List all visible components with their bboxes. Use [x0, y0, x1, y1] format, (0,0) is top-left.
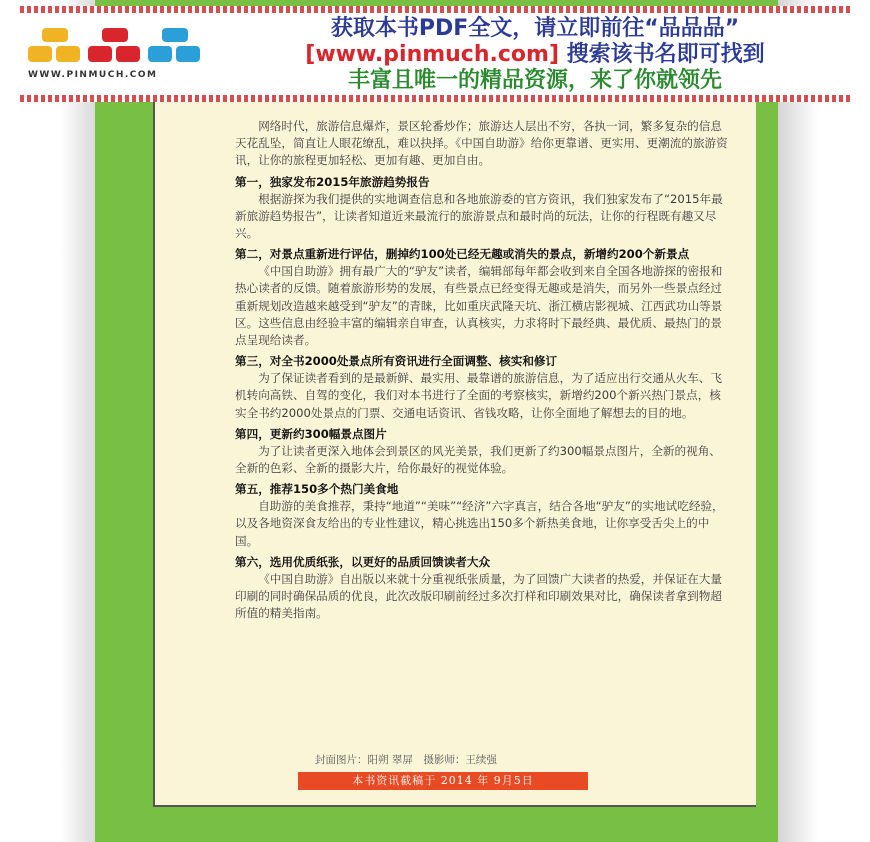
promo-line-1: 获取本书PDF全文，请立即前往“品品品”	[330, 16, 740, 41]
intro-paragraph: 网络时代，旅游信息爆炸，景区轮番炒作；旅游达人层出不穷，各执一词，繁多复杂的信息天花乱坠，简直让人眼花缭乱，难以抉择。《中国自助游》给你更靠谱、更实用、更潮流的旅游资讯，让你的旅程更加轻松、更加有趣、更加自由。	[235, 119, 728, 168]
page-content	[235, 118, 730, 622]
section-heading: 第五，推荐150多个热门美食地	[235, 482, 399, 497]
book-shadow-left	[60, 0, 96, 842]
section-body: 《中国自助游》拥有最广大的“驴友”读者，编辑部每年都会收到来自全国各地游探的密报和热心读者的反馈。随着旅游形势的发展，有些景点已经变得无趣或是消失，而另外一些景点经过重新规划改造越来越受到“驴友”的青睐，比如重庆武隆天坑、浙江横店影视城、江西武功山等景区。这些信息由经验丰富的编辑亲自审查，认真核实，力求将时下最经典、最优质、最热门的景点呈现给读者。	[235, 264, 723, 348]
cover-photo-credit: 封面图片：阳朔 翠屏 摄影师：王续强	[315, 754, 497, 766]
promo-line-2-rest: 搜索该书名即可找到	[559, 42, 765, 67]
promo-text	[225, 16, 845, 94]
logo-pin-glyph-red	[88, 28, 142, 64]
logo-pin-glyph-yellow	[28, 28, 82, 64]
logo-pin-glyph-blue	[148, 28, 202, 64]
promo-line-2	[225, 42, 845, 68]
logo-glyphs	[28, 28, 218, 64]
section-heading: 第一，独家发布2015年旅游趋势报告	[235, 174, 430, 189]
section-body: 《中国自助游》自出版以来就十分重视纸张质量，为了回馈广大读者的热爱，并保证在大量印刷的同时确保品质的优良，此次改版印刷前经过多次打样和印刷效果对比，确保读者拿到物超所值的精美指南。	[235, 571, 722, 621]
pinmuch-logo[interactable]	[28, 28, 218, 90]
logo-url-text: WWW.PINMUCH.COM	[28, 70, 158, 80]
section-heading: 第二，对景点重新进行评估，删掉约100处已经无趣或消失的景点，新增约200个新景点	[235, 247, 690, 262]
promo-line-3: 丰富且唯一的精品资源，来了你就领先	[347, 68, 722, 93]
section-body: 为了保证读者看到的是最新鲜、最实用、最靠谱的旅游信息，为了适应出行交通从火车、飞机转向高铁、自驾的变化，我们对本书进行了全面的考察核实，新增约200个新兴热门景点，核实全书约2000处景点的门票、交通电话资讯、省钱攻略，让你全面地了解想去的目的地。	[235, 371, 722, 420]
promo-banner[interactable]	[20, 6, 852, 102]
section-heading: 第六，选用优质纸张，以更好的品质回馈读者大众	[235, 554, 491, 569]
section-body: 自助游的美食推荐，秉持“地道”“美味”“经济”六字真言，结合各地“驴友”的实地试吃经验，以及各地资深食友给出的专业性建议，精心挑选出150多个新热美食地，让你享受舌尖上的中国。	[235, 499, 724, 548]
section-heading: 第四，更新约300幅景点图片	[235, 426, 387, 441]
book-shadow-right	[778, 0, 818, 842]
info-cutoff-date-badge: 本书资讯截稿于 2014 年 9月5日	[298, 772, 588, 790]
banner-border-bottom	[20, 95, 852, 102]
section-body: 根据游探为我们提供的实地调查信息和各地旅游委的官方资讯，我们独家发布了“2015年最新旅游趋势报告”，让读者知道近来最流行的旅游景点和最时尚的玩法，让你的行程既有趣又尽兴。	[235, 191, 723, 241]
promo-url-link[interactable]: [www.pinmuch.com]	[305, 42, 560, 67]
banner-border-top	[20, 6, 852, 13]
section-heading: 第三，对全书2000处景点所有资讯进行全面调整、核实和修订	[235, 354, 558, 369]
section-body: 为了让读者更深入地体会到景区的风光美景，我们更新了约300幅景点图片，全新的视角、全新的色彩、全新的摄影大片，给你最好的视觉体验。	[235, 443, 721, 476]
book-page	[153, 102, 756, 807]
